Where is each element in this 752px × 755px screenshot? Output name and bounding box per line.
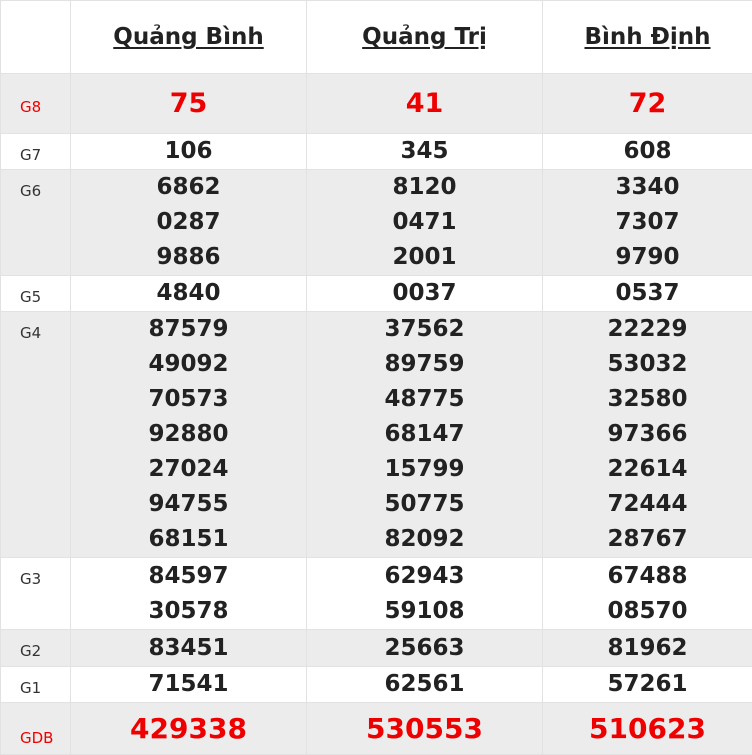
prize-row-g8 xyxy=(1,74,752,134)
prize-number: 70573 xyxy=(71,382,306,417)
prize-number: 37562 xyxy=(307,312,542,347)
prize-number: 48775 xyxy=(307,382,542,417)
prize-number: 68151 xyxy=(71,522,306,557)
prize-number: 9790 xyxy=(543,240,752,275)
prize-number: 8120 xyxy=(307,170,542,205)
prize-number: 84597 xyxy=(71,559,306,594)
province-header-3 xyxy=(543,1,752,74)
prize-number: 3340 xyxy=(543,170,752,205)
prize-row-g6 xyxy=(1,170,752,276)
prize-number: 59108 xyxy=(307,594,542,629)
prize-label: GDB xyxy=(1,703,71,755)
prize-number: 82092 xyxy=(307,522,542,557)
prize-cell xyxy=(543,276,752,312)
prize-cell xyxy=(307,74,543,134)
prize-number: 25663 xyxy=(307,631,542,666)
prize-number: 32580 xyxy=(543,382,752,417)
prize-number: 83451 xyxy=(71,631,306,666)
province-link-1[interactable]: Quảng Bình xyxy=(113,24,263,50)
prize-number: 2001 xyxy=(307,240,542,275)
prize-number: 50775 xyxy=(307,487,542,522)
province-link-3[interactable]: Bình Định xyxy=(584,24,710,50)
prize-cell xyxy=(543,134,752,170)
prize-row-g2 xyxy=(1,630,752,667)
prize-number: 92880 xyxy=(71,417,306,452)
prize-cell xyxy=(71,74,307,134)
prize-cell xyxy=(307,558,543,630)
prize-number: 0287 xyxy=(71,205,306,240)
prize-cell xyxy=(307,276,543,312)
prize-label: G8 xyxy=(1,74,71,134)
prize-number: 72 xyxy=(543,86,752,121)
prize-cell xyxy=(71,630,307,667)
prize-number: 94755 xyxy=(71,487,306,522)
prize-number: 106 xyxy=(71,134,306,169)
prize-cell xyxy=(71,134,307,170)
prize-number: 345 xyxy=(307,134,542,169)
prize-number: 608 xyxy=(543,134,752,169)
prize-label: G3 xyxy=(1,558,71,630)
prize-number: 4840 xyxy=(71,276,306,311)
prize-number: 15799 xyxy=(307,452,542,487)
prize-cell xyxy=(71,667,307,703)
prize-label: G7 xyxy=(1,134,71,170)
prize-number: 68147 xyxy=(307,417,542,452)
prize-number: 27024 xyxy=(71,452,306,487)
prize-cell xyxy=(71,558,307,630)
prize-row-g1 xyxy=(1,667,752,703)
prize-row-g4 xyxy=(1,312,752,558)
prize-cell xyxy=(543,667,752,703)
prize-number: 28767 xyxy=(543,522,752,557)
prize-number: 08570 xyxy=(543,594,752,629)
header-row xyxy=(1,1,752,74)
prize-number: 22614 xyxy=(543,452,752,487)
prize-number: 22229 xyxy=(543,312,752,347)
prize-number: 30578 xyxy=(71,594,306,629)
prize-label: G4 xyxy=(1,312,71,558)
prize-number: 0537 xyxy=(543,276,752,311)
prize-number: 72444 xyxy=(543,487,752,522)
prize-row-gdb xyxy=(1,703,752,755)
prize-cell xyxy=(543,74,752,134)
province-link-2[interactable]: Quảng Trị xyxy=(362,24,487,50)
prize-number: 87579 xyxy=(71,312,306,347)
prize-number: 89759 xyxy=(307,347,542,382)
prize-number: 62561 xyxy=(307,667,542,702)
prize-number: 53032 xyxy=(543,347,752,382)
prize-number: 6862 xyxy=(71,170,306,205)
prize-label: G2 xyxy=(1,630,71,667)
prize-number: 530553 xyxy=(307,711,542,746)
prize-row-g5 xyxy=(1,276,752,312)
prize-cell xyxy=(71,312,307,558)
prize-number: 9886 xyxy=(71,240,306,275)
prize-number: 97366 xyxy=(543,417,752,452)
prize-label: G1 xyxy=(1,667,71,703)
prize-cell xyxy=(307,703,543,755)
prize-cell xyxy=(307,630,543,667)
prize-table-body xyxy=(1,74,752,755)
prize-number: 0037 xyxy=(307,276,542,311)
prize-cell xyxy=(71,276,307,312)
prize-number: 0471 xyxy=(307,205,542,240)
prize-row-g3 xyxy=(1,558,752,630)
province-header-2 xyxy=(307,1,543,74)
prize-number: 62943 xyxy=(307,559,542,594)
prize-cell xyxy=(543,558,752,630)
prize-number: 81962 xyxy=(543,631,752,666)
prize-cell xyxy=(543,630,752,667)
prize-number: 49092 xyxy=(71,347,306,382)
prize-row-g7 xyxy=(1,134,752,170)
prize-cell xyxy=(543,703,752,755)
prize-cell xyxy=(307,667,543,703)
prize-cell xyxy=(71,170,307,276)
prize-number: 57261 xyxy=(543,667,752,702)
prize-number: 7307 xyxy=(543,205,752,240)
prize-cell xyxy=(307,134,543,170)
prize-number: 75 xyxy=(71,86,306,121)
prize-cell xyxy=(71,703,307,755)
prize-number: 67488 xyxy=(543,559,752,594)
prize-cell xyxy=(543,170,752,276)
prize-cell xyxy=(307,170,543,276)
prize-number: 510623 xyxy=(543,711,752,746)
prize-number: 429338 xyxy=(71,711,306,746)
prize-cell xyxy=(307,312,543,558)
prize-cell xyxy=(543,312,752,558)
prize-number: 41 xyxy=(307,86,542,121)
prize-label: G5 xyxy=(1,276,71,312)
header-blank xyxy=(1,1,71,74)
province-header-1 xyxy=(71,1,307,74)
prize-number: 71541 xyxy=(71,667,306,702)
prize-label: G6 xyxy=(1,170,71,276)
